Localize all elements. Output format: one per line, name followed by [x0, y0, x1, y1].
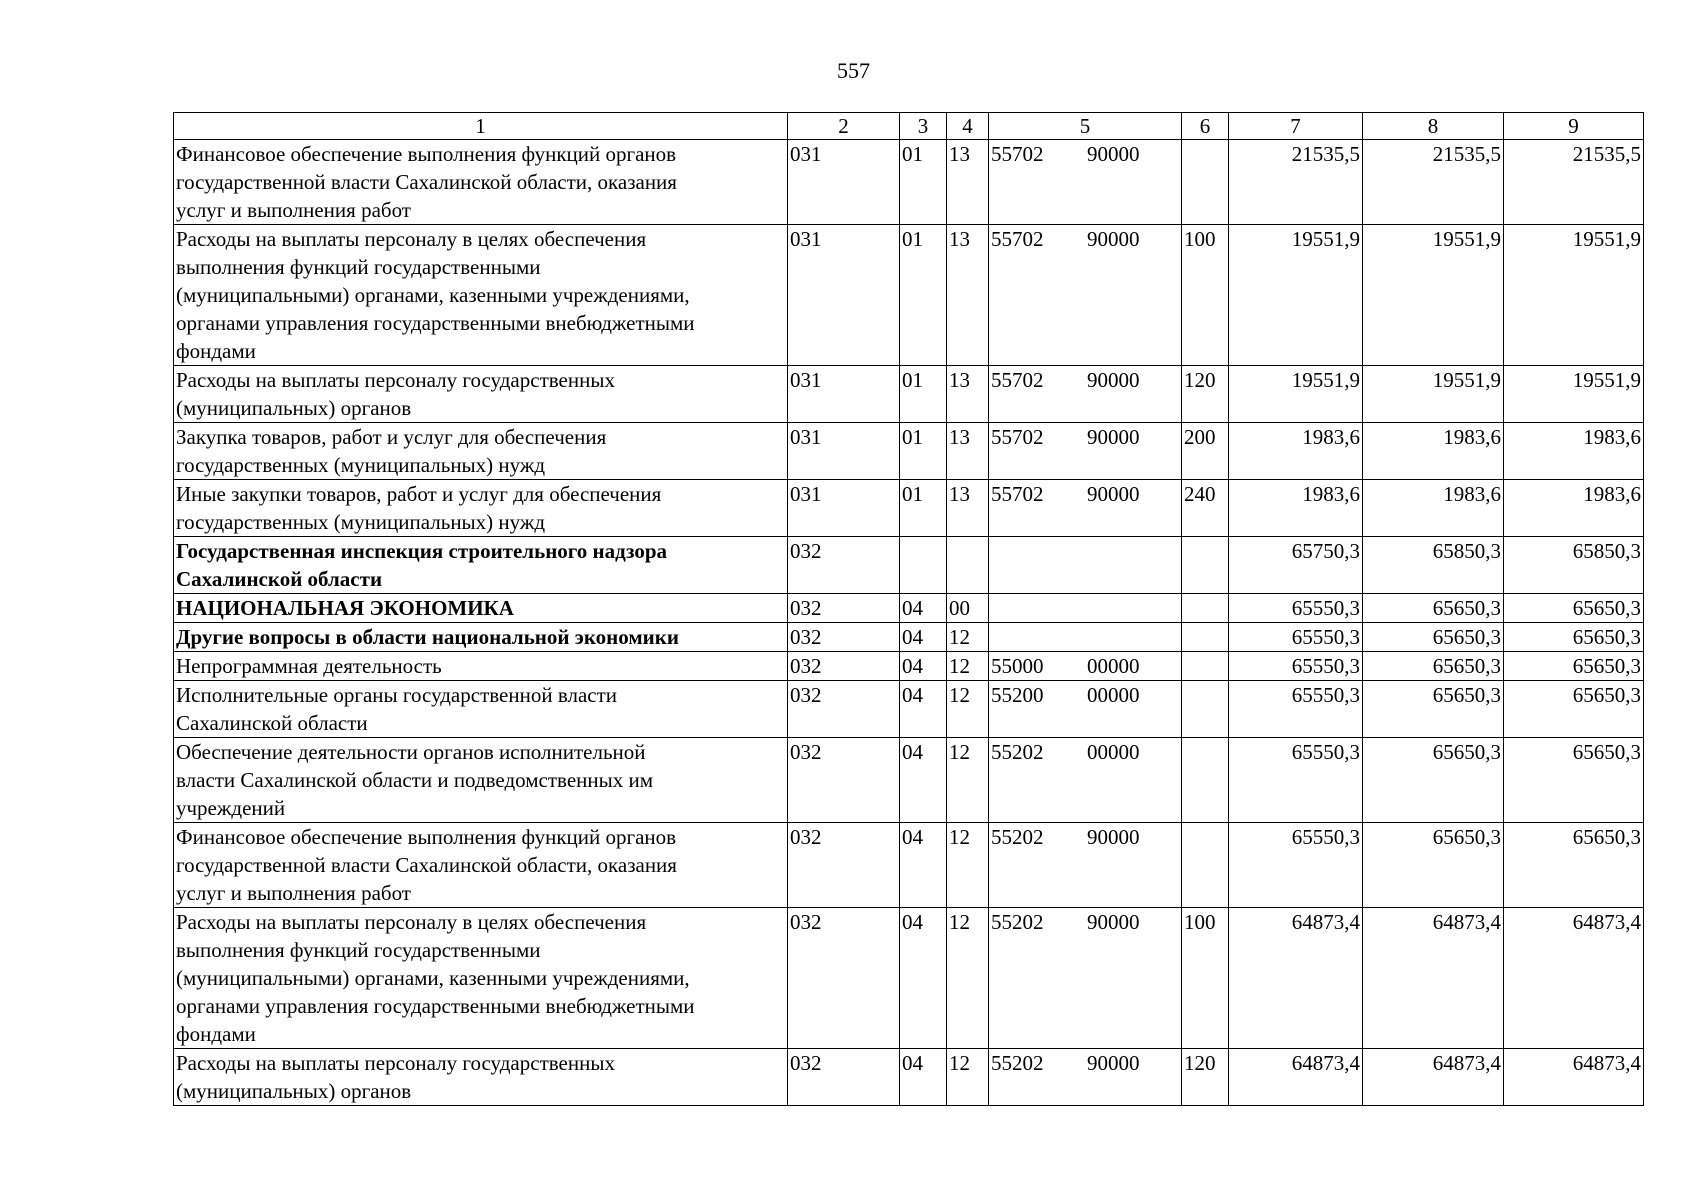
subsection-code-cell: 12	[947, 1049, 989, 1106]
admin-code-cell: 031	[788, 140, 900, 225]
amount-cell-7: 65550,3	[1229, 623, 1363, 652]
column-header: 5	[989, 113, 1182, 140]
section-code-cell: 01	[900, 140, 947, 225]
expense-type-cell: 120	[1182, 366, 1229, 423]
amount-cell-7: 64873,4	[1229, 908, 1363, 1049]
page-number: 557	[837, 58, 870, 83]
target-article-part-b: 00000	[1087, 654, 1140, 678]
amount-cell-8: 19551,9	[1363, 225, 1504, 366]
expense-type-cell	[1182, 537, 1229, 594]
section-code-cell: 01	[900, 480, 947, 537]
column-header: 9	[1504, 113, 1644, 140]
amount-cell-7: 65550,3	[1229, 738, 1363, 823]
section-code-cell: 04	[900, 623, 947, 652]
target-article-cell	[989, 908, 1182, 1049]
expense-type-cell: 120	[1182, 1049, 1229, 1106]
row-name-cell: Исполнительные органы государственной власти Сахалинской области	[174, 681, 788, 738]
target-article-part-b: 00000	[1087, 740, 1140, 764]
amount-cell-9: 65650,3	[1504, 623, 1644, 652]
admin-code-cell: 031	[788, 423, 900, 480]
target-article-cell	[989, 1049, 1182, 1106]
amount-cell-8: 19551,9	[1363, 366, 1504, 423]
target-article-cell	[989, 681, 1182, 738]
section-code-cell: 01	[900, 366, 947, 423]
target-article-cell	[989, 623, 1182, 652]
subsection-code-cell: 12	[947, 681, 989, 738]
row-name-cell: НАЦИОНАЛЬНАЯ ЭКОНОМИКА	[174, 594, 788, 623]
target-article-part-b: 90000	[1087, 142, 1140, 166]
section-code-cell: 01	[900, 225, 947, 366]
section-code-cell: 04	[900, 652, 947, 681]
amount-cell-8: 65650,3	[1363, 594, 1504, 623]
row-name-cell: Расходы на выплаты персоналу государственных (муниципальных) органов	[174, 366, 788, 423]
expense-type-cell	[1182, 738, 1229, 823]
admin-code-cell: 031	[788, 366, 900, 423]
admin-code-cell: 032	[788, 681, 900, 738]
row-name-cell: Расходы на выплаты персоналу в целях обеспечения выполнения функций государственными (муниципальными) органами, казенными учреждениями, органами управления государственными внебюджетными фондами	[174, 225, 788, 366]
amount-cell-7: 1983,6	[1229, 480, 1363, 537]
row-name-cell: Финансовое обеспечение выполнения функций органов государственной власти Сахалинской области, оказания услуг и выполнения работ	[174, 823, 788, 908]
row-name-cell: Расходы на выплаты персоналу в целях обеспечения выполнения функций государственными (муниципальными) органами, казенными учреждениями, органами управления государственными внебюджетными фондами	[174, 908, 788, 1049]
amount-cell-9: 1983,6	[1504, 480, 1644, 537]
row-name-cell: Обеспечение деятельности органов исполнительной власти Сахалинской области и подведомственных им учреждений	[174, 738, 788, 823]
column-header: 6	[1182, 113, 1229, 140]
target-article-cell	[989, 738, 1182, 823]
amount-cell-9: 65650,3	[1504, 738, 1644, 823]
target-article-part-b: 90000	[1087, 368, 1140, 392]
column-header: 2	[788, 113, 900, 140]
row-name-cell: Государственная инспекция строительного надзора Сахалинской области	[174, 537, 788, 594]
budget-table	[173, 112, 1644, 1106]
expense-type-cell	[1182, 681, 1229, 738]
target-article-part-a: 55702	[991, 425, 1044, 449]
admin-code-cell: 032	[788, 594, 900, 623]
subsection-code-cell: 13	[947, 423, 989, 480]
expense-type-cell: 100	[1182, 908, 1229, 1049]
expense-type-cell: 240	[1182, 480, 1229, 537]
target-article-part-a: 55200	[991, 683, 1044, 707]
target-article-part-a: 55202	[991, 910, 1044, 934]
amount-cell-8: 65650,3	[1363, 681, 1504, 738]
column-header: 7	[1229, 113, 1363, 140]
target-article-part-a: 55202	[991, 1051, 1044, 1075]
table-row	[174, 623, 1644, 652]
target-article-part-a: 55702	[991, 482, 1044, 506]
column-header: 4	[947, 113, 989, 140]
amount-cell-9: 19551,9	[1504, 366, 1644, 423]
table-row	[174, 366, 1644, 423]
subsection-code-cell: 12	[947, 623, 989, 652]
table-row	[174, 225, 1644, 366]
amount-cell-9: 64873,4	[1504, 1049, 1644, 1106]
table-row	[174, 908, 1644, 1049]
amount-cell-7: 1983,6	[1229, 423, 1363, 480]
section-code-cell: 04	[900, 1049, 947, 1106]
amount-cell-8: 21535,5	[1363, 140, 1504, 225]
row-name-cell: Иные закупки товаров, работ и услуг для обеспечения государственных (муниципальных) нужд	[174, 480, 788, 537]
target-article-cell	[989, 366, 1182, 423]
amount-cell-7: 65550,3	[1229, 681, 1363, 738]
target-article-part-a: 55702	[991, 227, 1044, 251]
target-article-cell	[989, 594, 1182, 623]
row-name-cell: Непрограммная деятельность	[174, 652, 788, 681]
section-code-cell: 04	[900, 594, 947, 623]
table-row	[174, 480, 1644, 537]
subsection-code-cell: 12	[947, 908, 989, 1049]
target-article-cell	[989, 140, 1182, 225]
amount-cell-7: 65550,3	[1229, 594, 1363, 623]
subsection-code-cell: 12	[947, 823, 989, 908]
column-header: 8	[1363, 113, 1504, 140]
section-code-cell: 04	[900, 908, 947, 1049]
amount-cell-9: 65650,3	[1504, 681, 1644, 738]
target-article-cell	[989, 423, 1182, 480]
column-header: 1	[174, 113, 788, 140]
admin-code-cell: 032	[788, 1049, 900, 1106]
target-article-cell	[989, 652, 1182, 681]
subsection-code-cell: 12	[947, 738, 989, 823]
amount-cell-7: 65550,3	[1229, 652, 1363, 681]
section-code-cell: 01	[900, 423, 947, 480]
amount-cell-9: 65850,3	[1504, 537, 1644, 594]
expense-type-cell: 100	[1182, 225, 1229, 366]
expense-type-cell	[1182, 594, 1229, 623]
admin-code-cell: 032	[788, 537, 900, 594]
row-name-cell: Расходы на выплаты персоналу государственных (муниципальных) органов	[174, 1049, 788, 1106]
amount-cell-9: 65650,3	[1504, 594, 1644, 623]
target-article-part-b: 00000	[1087, 683, 1140, 707]
target-article-part-b: 90000	[1087, 910, 1140, 934]
table-row	[174, 738, 1644, 823]
amount-cell-8: 1983,6	[1363, 423, 1504, 480]
subsection-code-cell: 13	[947, 140, 989, 225]
target-article-part-a: 55702	[991, 368, 1044, 392]
target-article-part-b: 90000	[1087, 825, 1140, 849]
target-article-part-b: 90000	[1087, 1051, 1140, 1075]
table-row	[174, 537, 1644, 594]
amount-cell-7: 65550,3	[1229, 823, 1363, 908]
amount-cell-8: 1983,6	[1363, 480, 1504, 537]
column-header: 3	[900, 113, 947, 140]
amount-cell-8: 65850,3	[1363, 537, 1504, 594]
expense-type-cell	[1182, 652, 1229, 681]
target-article-part-a: 55000	[991, 654, 1044, 678]
subsection-code-cell: 13	[947, 225, 989, 366]
subsection-code-cell	[947, 537, 989, 594]
section-code-cell: 04	[900, 681, 947, 738]
admin-code-cell: 031	[788, 225, 900, 366]
target-article-part-b: 90000	[1087, 227, 1140, 251]
admin-code-cell: 032	[788, 738, 900, 823]
admin-code-cell: 032	[788, 908, 900, 1049]
table-row	[174, 823, 1644, 908]
amount-cell-9: 1983,6	[1504, 423, 1644, 480]
expense-type-cell	[1182, 823, 1229, 908]
table-row	[174, 423, 1644, 480]
target-article-part-a: 55702	[991, 142, 1044, 166]
amount-cell-8: 65650,3	[1363, 823, 1504, 908]
amount-cell-7: 19551,9	[1229, 225, 1363, 366]
expense-type-cell	[1182, 140, 1229, 225]
section-code-cell	[900, 537, 947, 594]
table-row	[174, 140, 1644, 225]
amount-cell-8: 65650,3	[1363, 738, 1504, 823]
admin-code-cell: 032	[788, 623, 900, 652]
admin-code-cell: 032	[788, 652, 900, 681]
amount-cell-9: 64873,4	[1504, 908, 1644, 1049]
amount-cell-9: 65650,3	[1504, 652, 1644, 681]
amount-cell-8: 64873,4	[1363, 908, 1504, 1049]
amount-cell-7: 21535,5	[1229, 140, 1363, 225]
expense-type-cell	[1182, 623, 1229, 652]
amount-cell-9: 65650,3	[1504, 823, 1644, 908]
row-name-cell: Закупка товаров, работ и услуг для обеспечения государственных (муниципальных) нужд	[174, 423, 788, 480]
target-article-cell	[989, 480, 1182, 537]
admin-code-cell: 031	[788, 480, 900, 537]
table-row	[174, 594, 1644, 623]
row-name-cell: Другие вопросы в области национальной экономики	[174, 623, 788, 652]
subsection-code-cell: 12	[947, 652, 989, 681]
header-row	[174, 113, 1644, 140]
target-article-part-a: 55202	[991, 825, 1044, 849]
admin-code-cell: 032	[788, 823, 900, 908]
amount-cell-8: 64873,4	[1363, 1049, 1504, 1106]
table-row	[174, 652, 1644, 681]
subsection-code-cell: 13	[947, 366, 989, 423]
amount-cell-7: 64873,4	[1229, 1049, 1363, 1106]
amount-cell-7: 19551,9	[1229, 366, 1363, 423]
target-article-part-a: 55202	[991, 740, 1044, 764]
expense-type-cell: 200	[1182, 423, 1229, 480]
row-name-cell: Финансовое обеспечение выполнения функций органов государственной власти Сахалинской области, оказания услуг и выполнения работ	[174, 140, 788, 225]
amount-cell-7: 65750,3	[1229, 537, 1363, 594]
subsection-code-cell: 00	[947, 594, 989, 623]
target-article-part-b: 90000	[1087, 482, 1140, 506]
amount-cell-8: 65650,3	[1363, 623, 1504, 652]
amount-cell-9: 21535,5	[1504, 140, 1644, 225]
amount-cell-8: 65650,3	[1363, 652, 1504, 681]
section-code-cell: 04	[900, 738, 947, 823]
section-code-cell: 04	[900, 823, 947, 908]
table-row	[174, 1049, 1644, 1106]
amount-cell-9: 19551,9	[1504, 225, 1644, 366]
target-article-cell	[989, 823, 1182, 908]
target-article-part-b: 90000	[1087, 425, 1140, 449]
subsection-code-cell: 13	[947, 480, 989, 537]
target-article-cell	[989, 537, 1182, 594]
target-article-cell	[989, 225, 1182, 366]
table-row	[174, 681, 1644, 738]
